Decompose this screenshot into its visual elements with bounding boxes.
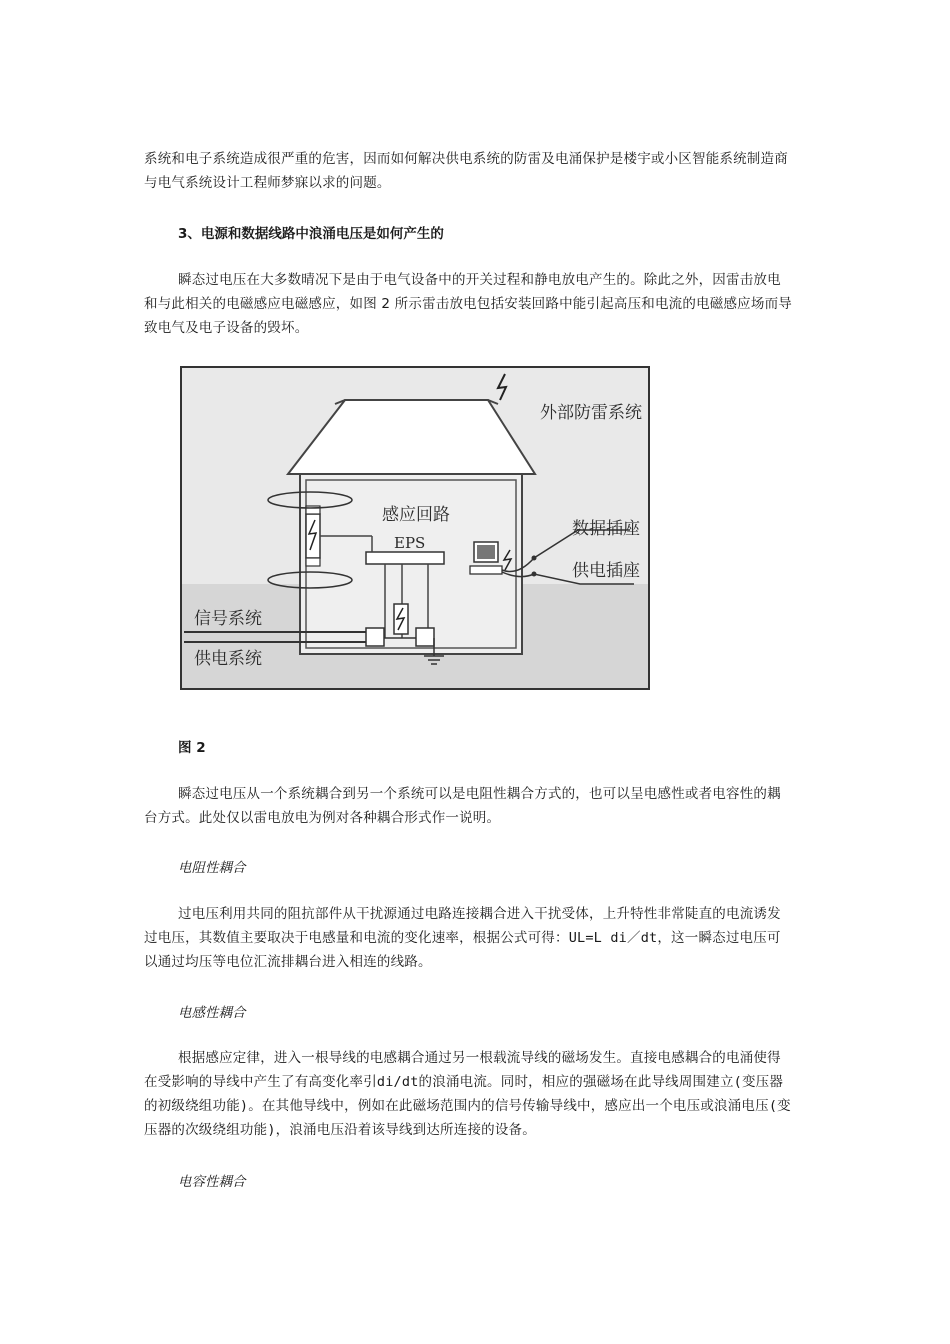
paragraph-intro-text: 系统和电子系统造成很严重的危害，因而如何解决供电系统的防雷及电涌保护是楼宇或小区智能系统制造商与电气系统设计工程师梦寐以求的问题。 [144, 151, 788, 191]
protector-cap-bottom [306, 558, 320, 566]
paragraph-transient [144, 268, 794, 340]
subheading-inductive: 电感性耦合 [178, 1005, 246, 1021]
inductive-text-a: 根据感应定律，进入一根导线的电感耦合通过另一根载流导线的磁场发生。直接电感耦合的电涌使得在受影响的导线中产生了有高变化率引 [144, 1050, 781, 1090]
paragraph-resistive [144, 902, 794, 974]
inductive-text-b: 的浪涌电流。同时，相应的强磁场在此导线周围建立 [418, 1074, 734, 1090]
inductive-text-c: 变压器的初级绕组功能 [144, 1074, 784, 1114]
paragraph-coupling [144, 782, 794, 830]
inductive-text-e: 变压器的次级绕组功能 [144, 1098, 791, 1138]
label-data-socket: 数据插座 [572, 519, 640, 539]
formula-ul: UL=L di／dt [568, 930, 658, 946]
resistive-text-b: ，这一瞬态过电压可以通过均压等电位汇流排耦台进入相连的线路。 [144, 930, 781, 970]
figure-caption: 图 2 [178, 740, 206, 756]
figure-2-diagram [180, 366, 650, 690]
resistive-text-a: 过电压利用共同的阻抗部件从干扰源通过电路连接耦合进入干扰受体，上升特性非常陡直的电流诱发过电压，其数值主要取决于电感量和电流的变化速率，根据公式可得： [144, 906, 781, 946]
label-signal-system: 信号系统 [194, 609, 262, 629]
inductive-text-f: ，浪涌电压沿着该导线到达所连接的设备。 [275, 1122, 536, 1138]
label-power-system: 供电系统 [194, 649, 262, 669]
label-external-lightning: 外部防雷系统 [540, 403, 642, 423]
subheading-capacitive: 电容性耦合 [178, 1174, 246, 1190]
entry-box-right [416, 628, 434, 646]
formula-didt: di/dt [376, 1074, 419, 1090]
paren-close-2: ) [267, 1122, 276, 1138]
paragraph-coupling-text: 瞬态过电压从一个系统耦合到另一个系统可以是电阻性耦合方式的，也可以呈电感性或者电容性的耦台方式。此处仅以雷电放电为例对各种耦合形式作一说明。 [144, 786, 781, 826]
paren-close-1: ) [239, 1098, 249, 1114]
subheading-resistive: 电阻性耦合 [178, 860, 246, 876]
house-lightning-diagram [180, 366, 650, 690]
eps-bar [366, 552, 444, 564]
label-induction-loop: 感应回路 [382, 505, 450, 525]
paren-open-1: ( [733, 1074, 742, 1090]
paragraph-inductive [144, 1046, 794, 1142]
inductive-text-d: 。在其他导线中，例如在此磁场范围内的信号传输导线中，感应出一个电压或浪涌电压 [248, 1098, 769, 1114]
paragraph-intro [144, 147, 794, 195]
surge-protector-left [306, 514, 320, 558]
monitor-screen [477, 545, 495, 559]
label-power-socket: 供电插座 [572, 561, 640, 581]
paragraph-transient-text: 瞬态过电压在大多数晴况下是由于电气设备中的开关过程和静电放电产生的。除此之外，因雷击放电和与此相关的电磁感应电磁感应，如图 2 所示雷击放电包括安装回路中能引起高压和电流的电磁感应场而导致电气及电子设备的毁坏。 [144, 272, 792, 336]
entry-box-left [366, 628, 384, 646]
label-eps: EPS [394, 534, 426, 552]
section-heading-3: 3、电源和数据线路中浪涌电压是如何产生的 [178, 226, 444, 242]
computer-keyboard-icon [470, 566, 502, 574]
paren-open-2: ( [768, 1098, 778, 1114]
